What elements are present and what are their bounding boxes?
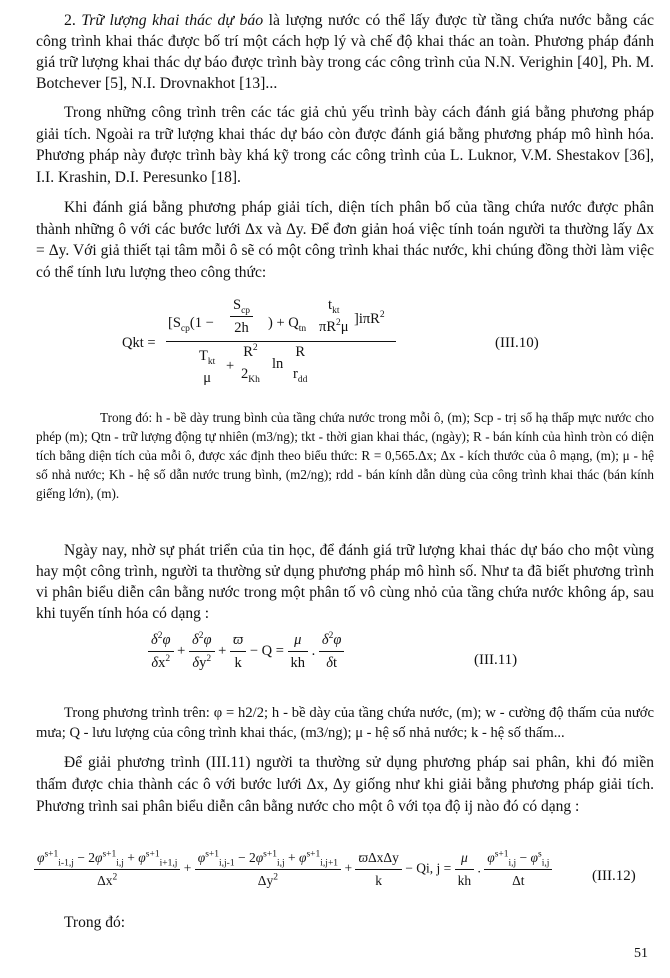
equation-finite-difference: $\frac{\varphi^{s+1}_{i-1,j} - 2\varphi^{s+1}_{i,j} + \varphi^{s+1}_{i+1,j}}{\Delta x^2}$ + $\frac{\varphi^{s+1}_{i,j-1} - 2\varphi^{s+1}_{i,j} + \varphi^{s+1}_{i,j+1}}{\Delta y^2}$ + $\frac{\text{ϖΔxΔy}}{k}$ − Qi, j = $\frac{\mu}{kh}$ . $\frac{\varphi^{s+1}_{i,j} - \varphi^s_{i,j}}{\Delta t}$: [34, 848, 574, 900]
section-number: 2.: [64, 12, 82, 29]
paragraph-equation-terms: Trong phương trình trên: φ = h2/2; h - bề dày của tầng chứa nước, (m); w - cường độ thấm của nước mưa; Q - lưu lượng của công trình khai thác, (m3/ng); μ - hệ số nhả nước; k - hệ số thấm...: [36, 705, 654, 741]
paragraph-text: là lượng nước có thể lấy được từ tầng chứa nước bằng các công trình khai thác được bố trí một cách hợp lý và chế độ khai thác an toàn. Phương pháp đánh giá trữ lượng khai thác dự báo được trình bày trong các công trình của N.N. Verighin [40], Ph. M. Botchever [5], N.I. Drovnakhot [13]...: [36, 12, 654, 92]
equation-diffusion: $\frac{\delta^2\varphi}{\delta x^2}$ + $\frac{\delta^2\varphi}{\delta y^2}$ + $\frac{ϖ}{k}$ − Q = $\frac{\mu}{kh}$ . $\frac{\delta^2\varphi}{\delta t}$: [148, 630, 448, 682]
paragraph-numerical-model: Ngày nay, nhờ sự phát triển của tin học, để đánh giá trữ lượng khai thác dự báo cho một vùng hay một công trình, người ta thường sử dụng phương pháp mô hình số. Như ta đã biết phương trình vi phân biểu diễn cân bằng nước trong một phân tố vô cùng nhỏ của tầng chứa nước không áp, sau khi tuyến tính hóa có dạng :: [36, 542, 654, 622]
equation-number: (III.10): [495, 335, 539, 351]
paragraph-symbol-definitions: Trong đó: h - bề dày trung bình của tầng chứa nước trong mỗi ô, (m); Scp - trị số hạ thấp mực nước cho phép (m); Qtn - trữ lượng động tự nhiên (m3/ng); tkt - thời gian khai thác, (ngày); R - bán kính của hình tròn có diện tích bằng diện tích của mỗi ô, được xác định theo biểu thức: R = 0,565.Δx; Δx - kích thước của ô mạng, (m); μ - hệ số nhả nước; Kh - hệ số dẫn nước trung bình, (m2/ng); rdd - bán kính dẫn dùng của công trình khai thác (bán kính giếng lớn), (m).: [36, 410, 654, 501]
section-term: Trữ lượng khai thác dự báo: [81, 12, 264, 29]
paragraph-forecast-reserve: [36, 10, 654, 94]
page-number: 51: [634, 946, 648, 961]
paragraph-grid-method: Khi đánh giá bằng phương pháp giải tích, diện tích phân bố của tầng chứa nước được phân thành những ô với các bước lưới Δx và Δy. Để đơn giản hoá việc tính toán người ta thường lấy Δx = Δy. Với giả thiết tại tâm mỗi ô sẽ có một công trình khai thác nước, khi chúng đồng thời làm việc có thể tính lưu lượng theo công thức:: [36, 199, 654, 281]
paragraph-where: Trong đó:: [64, 914, 126, 931]
equation-number: (III.11): [474, 652, 518, 668]
equation-qkt: Qkt = [$S_{cp}(1$ − $S_{cp}$ 2h ) + $Q_{tn}$ $t_{kt}$ $\pi R^2\mu$ ]iπR$^2$ $T_{kt}$ μ + $R^2$ $2_{Kh}$ ln R $r_{dd}$: [122, 293, 392, 389]
paragraph-finite-difference: Để giải phương trình (III.11) người ta thường sử dụng phương pháp sai phân, khi đó miền thấm được chia thành các ô với bước lưới Δx, Δy giống như khi giải bằng phương pháp giải tích. Phương trình sai phân biểu diễn cân bằng nước cho một ô với tọa độ ij nào đó có dạng :: [36, 754, 654, 815]
equation-number: (III.12): [592, 868, 636, 884]
paragraph-analytic-methods: Trong những công trình trên các tác giả chủ yếu trình bày cách đánh giá bằng phương pháp giải tích. Ngoài ra trữ lượng khai thác dự báo còn được đánh giá bằng phương pháp mô hình hóa. Phương pháp này được trình bày khá kỹ trong các công trình của L. Luknor, V.M. Shestakov [36], I.I. Krashin, D.I. Peresunko [18].: [36, 104, 654, 186]
